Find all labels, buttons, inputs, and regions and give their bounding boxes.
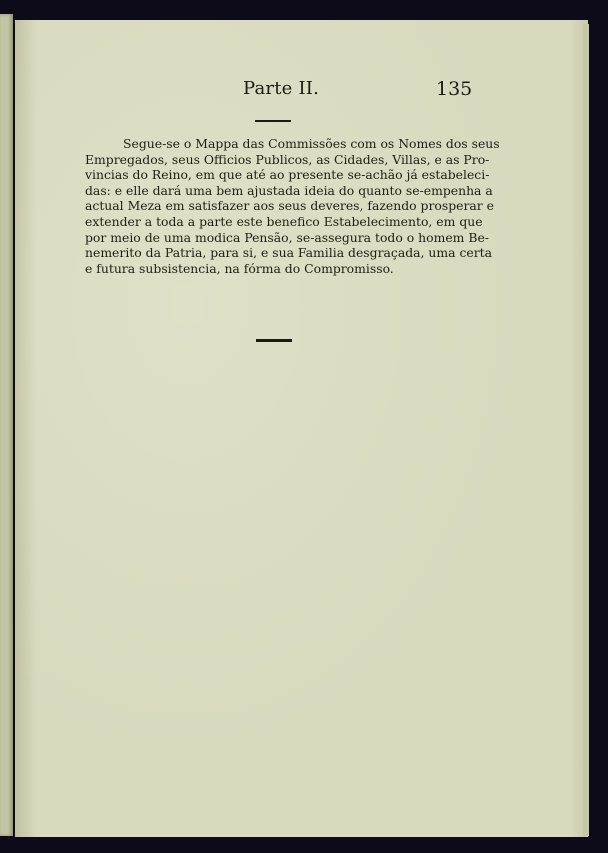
header-rule xyxy=(255,120,291,122)
text-line: Segue-se o Mappa das Commissões com os Nomes dos seus xyxy=(123,136,500,151)
end-rule xyxy=(256,339,292,342)
text-line: nemerito da Patria, para si, e sua Familia desgraçada, uma certa xyxy=(85,245,493,261)
text-line: actual Meza em satisfazer aos seus deveres, fazendo prosperar e xyxy=(85,198,494,214)
page-number: 135 xyxy=(436,78,473,100)
text-line: e futura subsistencia, na fórma do Compromisso. xyxy=(85,260,394,276)
page-header xyxy=(15,76,588,106)
page-fore-edge xyxy=(583,24,589,836)
text-line: Empregados, seus Officios Publicos, as Cidades, Villas, e as Pro- xyxy=(85,151,490,167)
running-title: Parte II. xyxy=(243,78,319,99)
facing-page-edge xyxy=(0,14,13,836)
text-line: extender a toda a parte este benefico Estabelecimento, em que xyxy=(85,213,483,229)
text-line: das: e elle dará uma bem ajustada ideia do quanto se-empenha a xyxy=(85,182,493,198)
text-line: por meio de uma modica Pensão, se-assegura todo o homem Be- xyxy=(85,229,489,245)
text-line: vincias do Reino, em que até ao presente se-achão já estabeleci- xyxy=(85,167,490,183)
body-paragraph xyxy=(85,136,500,276)
book-page xyxy=(15,20,588,837)
